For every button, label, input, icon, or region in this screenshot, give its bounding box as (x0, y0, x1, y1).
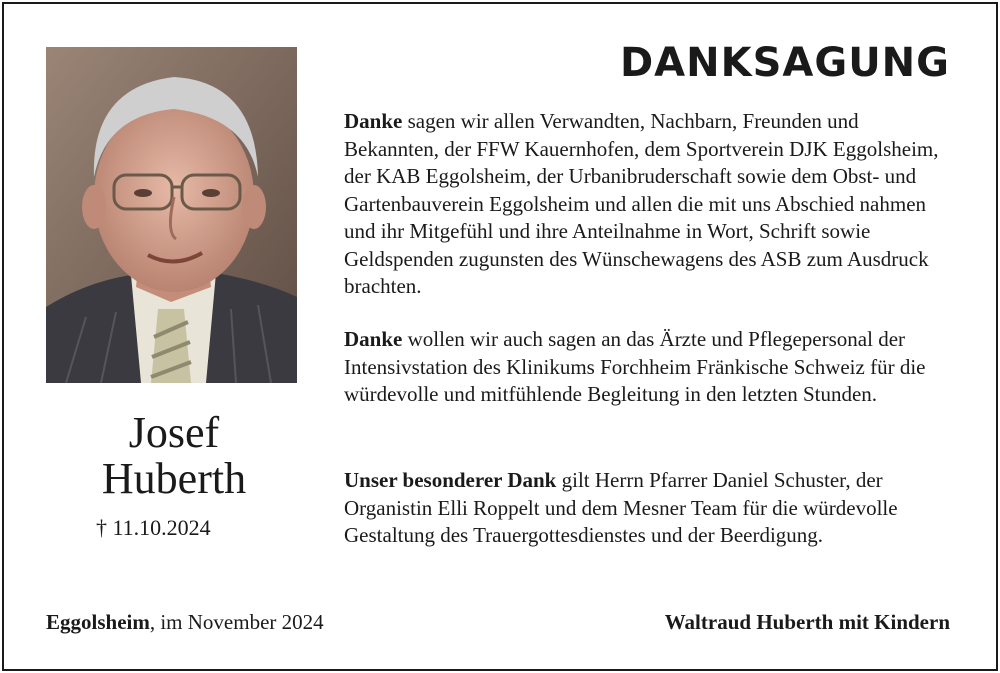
paragraph-text: sagen wir allen Verwandten, Nachbarn, Freunden und Bekannten, der FFW Kauernhofen, dem Sportverein DJK Eggolsheim, der KAB Eggolsheim, der Urbanibruderschaft sowie dem Obst- und Gartenbauverein Eggolsheim und allen die mit uns Abschied nahmen und ihr Mitgefühl und ihre Anteilnahme in Wort, Schrift sowie Geldspenden zugunsten des Wünschewagens des ASB zum Ausdruck brachten. (344, 109, 939, 298)
portrait-photo (46, 47, 297, 383)
paragraph-lead: Unser besonderer Dank (344, 468, 557, 492)
paragraph-medical-staff (344, 326, 954, 409)
place: Eggolsheim (46, 610, 150, 634)
paragraph-text: gilt Herrn Pfarrer Daniel Schuster, der Organistin Elli Roppelt und dem Mesner Team für die würdevolle Gestaltung des Trauergottesdienstes und der Beerdigung. (344, 468, 898, 547)
deceased-name (60, 410, 288, 502)
death-date: † 11.10.2024 (96, 515, 211, 540)
page-title: DANKSAGUNG (619, 40, 950, 86)
paragraph-text: wollen wir auch sagen an das Ärzte und Pflegepersonal der Intensivstation des Klinikums Forchheim Fränkische Schweiz für die würdevolle und mitfühlende Begleitung in den letzten Stunden. (344, 327, 926, 406)
last-name: Huberth (101, 454, 247, 503)
signature: Waltraud Huberth mit Kindern (664, 610, 950, 634)
paragraph-special-thanks (344, 467, 954, 550)
paragraph-lead: Danke (344, 109, 403, 133)
place-and-date (46, 610, 324, 635)
first-name: Josef (128, 408, 220, 457)
paragraph-relatives (344, 108, 954, 301)
paragraph-lead: Danke (344, 327, 403, 351)
date: , im November 2024 (149, 610, 324, 634)
